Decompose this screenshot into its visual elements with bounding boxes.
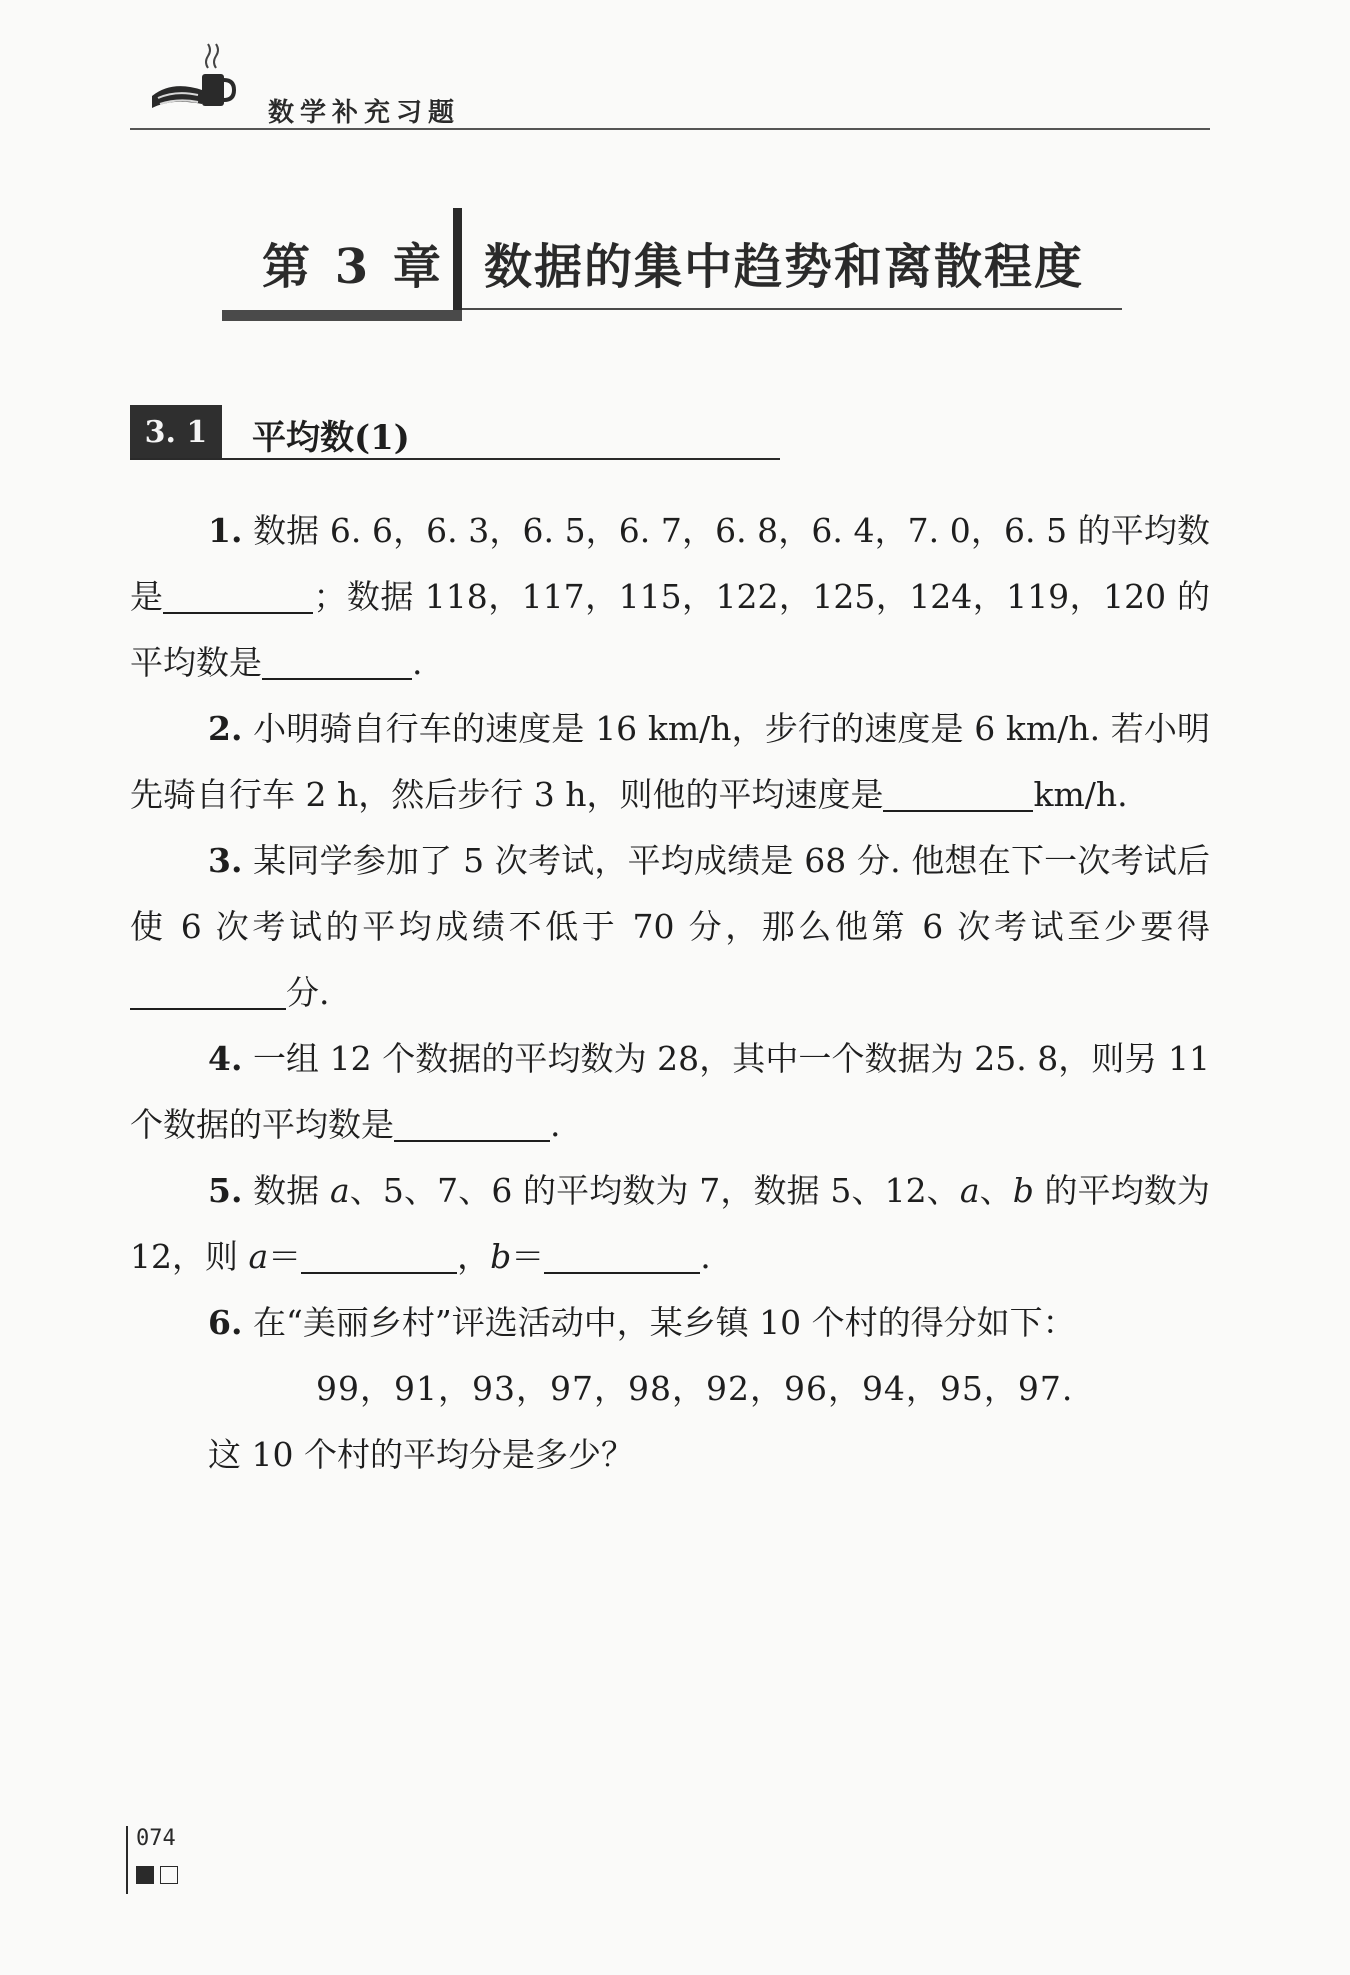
question-number: 1. xyxy=(208,511,243,550)
chapter-divider-bar xyxy=(453,208,462,320)
question-number: 5. xyxy=(208,1171,243,1210)
question-text: . xyxy=(700,1237,711,1276)
answer-blank[interactable] xyxy=(130,975,286,1010)
variable-b: b xyxy=(1012,1171,1034,1210)
question-text: 一组 12 个数据的平均数为 28，其中一个数据为 25. 8，则另 11 个数据的平均数是 xyxy=(130,1039,1210,1144)
question-text: 分. xyxy=(286,973,330,1012)
question-text: 这 10 个村的平均分是多少？ xyxy=(208,1435,634,1474)
exercise-list xyxy=(130,498,1210,1488)
chapter-underline-thin xyxy=(462,308,1122,310)
question-text: ＝ xyxy=(268,1237,302,1276)
coffee-cup-and-books-icon xyxy=(150,38,245,120)
footer-divider xyxy=(126,1826,128,1894)
answer-blank[interactable] xyxy=(163,579,313,614)
question-text: 、 xyxy=(979,1171,1013,1210)
running-header-title: 数学补充习题 xyxy=(268,98,461,128)
question-number: 2. xyxy=(208,709,243,748)
question-text: 在“美丽乡村”评选活动中，某乡镇 10 个村的得分如下： xyxy=(252,1303,1076,1342)
question-6 xyxy=(130,1290,1210,1356)
variable-a: a xyxy=(959,1171,980,1210)
question-text: ＝ xyxy=(511,1237,545,1276)
answer-blank[interactable] xyxy=(394,1107,550,1142)
variable-a: a xyxy=(248,1237,269,1276)
question-text: . xyxy=(550,1105,561,1144)
answer-blank[interactable] xyxy=(883,777,1033,812)
question-1 xyxy=(130,498,1210,696)
variable-a: a xyxy=(329,1171,350,1210)
page-number: 074 xyxy=(136,1826,176,1851)
chapter-number: 第 3 章 xyxy=(262,239,445,295)
question-number: 6. xyxy=(208,1303,243,1342)
question-3 xyxy=(130,828,1210,1026)
question-text: . xyxy=(412,643,423,682)
question-text: 小明骑自行车的速度是 16 km/h，步行的速度是 6 km/h. 若小明先骑自行车 2 h，然后步行 3 h，则他的平均速度是 xyxy=(130,709,1210,814)
filled-square-icon xyxy=(136,1866,154,1884)
question-text: ， xyxy=(457,1237,491,1276)
header-divider xyxy=(130,128,1210,130)
question-text: ；数据 118，117，115，122，125，124，119，120 的平均数是 xyxy=(130,577,1211,682)
section-underline xyxy=(130,458,780,460)
question-5 xyxy=(130,1158,1210,1290)
chapter-title: 数据的集中趋势和离散程度 xyxy=(484,239,1085,295)
section-number-badge: 3. 1 xyxy=(130,405,222,460)
question-text: 某同学参加了 5 次考试，平均成绩是 68 分. 他想在下一次考试后使 6 次考试的平均成绩不低于 70 分，那么他第 6 次考试至少要得 xyxy=(130,841,1210,946)
answer-blank-a[interactable] xyxy=(301,1239,457,1274)
answer-blank-b[interactable] xyxy=(544,1239,700,1274)
question-text: km/h. xyxy=(1033,775,1128,814)
score-list: 99，91，93，97，98，92，96，94，95，97. xyxy=(316,1369,1074,1408)
question-2 xyxy=(130,696,1210,828)
question-text: 、5、7、6 的平均数为 7，数据 5、12、 xyxy=(349,1171,960,1210)
empty-square-icon xyxy=(160,1866,178,1884)
question-text: 数据 6. 6，6. 3，6. 5，6. 7，6. 8，6. 4，7. 0，6. 5 的平均数是 xyxy=(130,511,1210,616)
question-4 xyxy=(130,1026,1210,1158)
section-title: 平均数(1) xyxy=(252,418,410,458)
question-number: 4. xyxy=(208,1039,243,1078)
question-number: 3. xyxy=(208,841,243,880)
answer-blank[interactable] xyxy=(262,645,412,680)
variable-b: b xyxy=(490,1237,512,1276)
question-text: 的平均数为 12，则 xyxy=(130,1171,1210,1276)
question-text: 数据 xyxy=(253,1171,330,1210)
chapter-underline-thick xyxy=(222,310,462,321)
